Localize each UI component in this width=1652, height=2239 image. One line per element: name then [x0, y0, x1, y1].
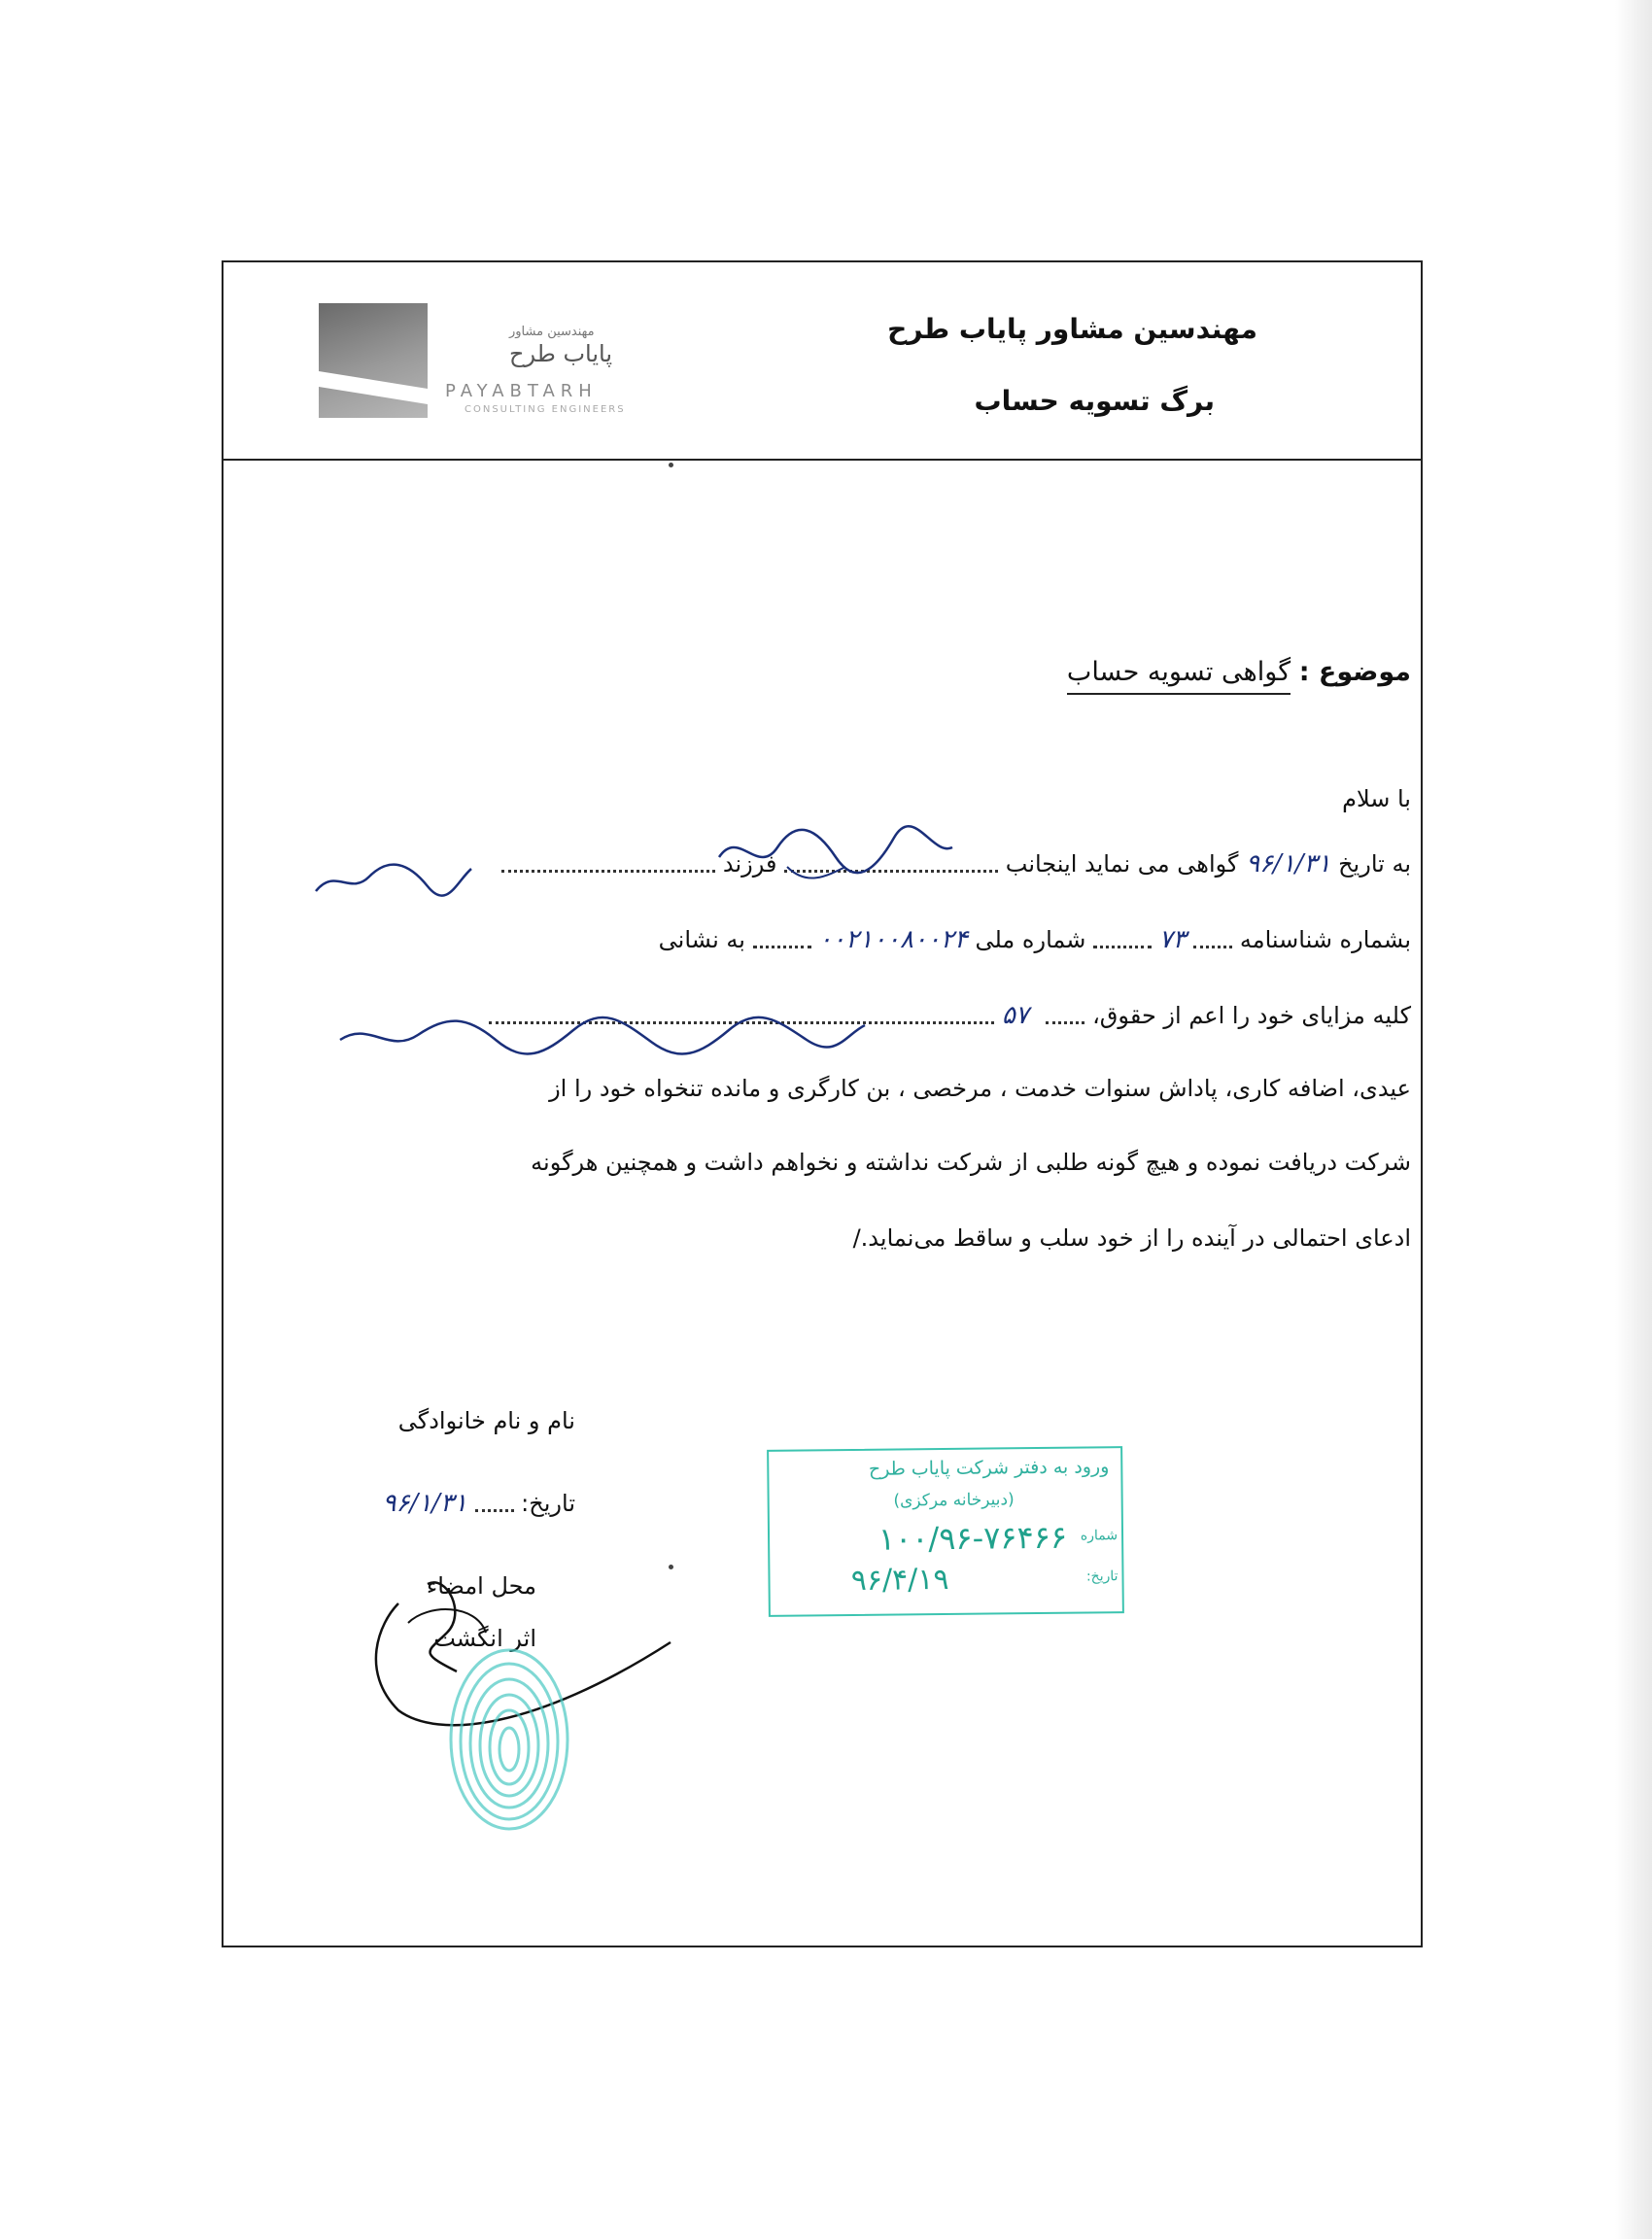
signature-label: محل امضاء	[426, 1572, 536, 1600]
letter-subject	[1067, 657, 1411, 687]
address-dots	[1046, 1010, 1084, 1024]
fingerprint-label: اثر انگشت	[433, 1625, 536, 1652]
father-name-field	[501, 858, 715, 873]
footer-date	[383, 1489, 575, 1518]
form-title: برگ تسویه حساب	[974, 385, 1215, 417]
logo-english-name: PAYABTARH	[445, 381, 598, 401]
line1-date: ۹۶/۱/۳۱	[1246, 849, 1331, 878]
birth-cert-number: ۷۳	[1158, 925, 1187, 954]
name-label: نام و نام خانوادگی	[397, 1407, 575, 1434]
employee-name-field	[784, 858, 998, 873]
address-number: ۵۷	[1001, 1001, 1029, 1030]
document-frame	[222, 260, 1423, 1947]
address-field	[489, 1010, 994, 1024]
body-line-1	[501, 849, 1411, 878]
company-title: مهندسین مشاور پایاب طرح	[887, 313, 1257, 345]
birth-cert-dots	[1193, 934, 1232, 948]
fingerprint-image	[441, 1642, 577, 1837]
national-id-dots	[753, 934, 811, 948]
greeting: با سلام	[1342, 785, 1411, 812]
stamp-number-label: شماره	[1080, 1528, 1119, 1544]
letter-header	[224, 262, 1421, 461]
page-edge-shadow	[1615, 0, 1652, 2239]
line1-text1: گواهی می نماید اینجانب	[1005, 850, 1239, 878]
stamp-date-label: تاریخ:	[1085, 1568, 1119, 1585]
logo-english-tagline: CONSULTING ENGINEERS	[465, 404, 626, 415]
company-logo	[319, 303, 649, 424]
subject-label: موضوع :	[1298, 657, 1411, 687]
line1-prefix: به تاریخ	[1338, 850, 1411, 878]
logo-mark	[319, 303, 428, 418]
national-id: ۰۰۲۱۰۰۸۰۰۲۴	[818, 925, 968, 954]
logo-persian-small: مهندسین مشاور	[509, 325, 595, 339]
body-line-6: ادعای احتمالی در آینده را از خود سلب و ساقط می‌نماید./	[852, 1224, 1411, 1252]
footer-date-value: ۹۶/۱/۳۱	[382, 1489, 467, 1518]
footer-date-label: تاریخ:	[521, 1490, 575, 1517]
stamp-date-value: ۹۶/۴/۱۹	[850, 1562, 949, 1599]
line2-text2: به نشانی	[658, 926, 745, 953]
scan-speck	[669, 463, 673, 467]
line2-text1: شماره ملی	[975, 926, 1086, 953]
line3-text: کلیه مزایای خود را اعم از حقوق،	[1092, 1002, 1411, 1029]
logo-persian-name: پایاب طرح	[509, 340, 613, 367]
registry-stamp	[767, 1446, 1124, 1617]
line2-prefix: بشماره شناسنامه	[1239, 926, 1411, 953]
scan-speck-2	[669, 1565, 673, 1569]
body-line-5: شرکت دریافت نموده و هیچ گونه طلبی از شرکت نداشته و نخواهم داشت و همچنین هرگونه	[531, 1149, 1411, 1176]
father-name-handwriting	[311, 857, 476, 906]
line1-text2: فرزند	[722, 850, 777, 878]
stamp-subtitle: (دبیرخانه مرکزی)	[893, 1490, 1015, 1511]
logo-stripe-icon	[319, 303, 428, 418]
subject-value: گواهی تسویه حساب	[1067, 657, 1291, 695]
footer-date-dots	[475, 1498, 514, 1512]
body-line-4: عیدی، اضافه کاری، پاداش سنوات خدمت ، مرخصی ، بن کارگری و مانده تنخواه خود را از	[549, 1075, 1411, 1102]
birth-cert-dots-2	[1093, 934, 1152, 948]
body-line-2	[659, 925, 1411, 954]
body-line-3	[489, 1001, 1411, 1030]
stamp-number-value: ۱۰۰/۹۶-۷۶۴۶۶	[878, 1518, 1068, 1558]
stamp-title: ورود به دفتر شرکت پایاب طرح	[868, 1456, 1110, 1480]
